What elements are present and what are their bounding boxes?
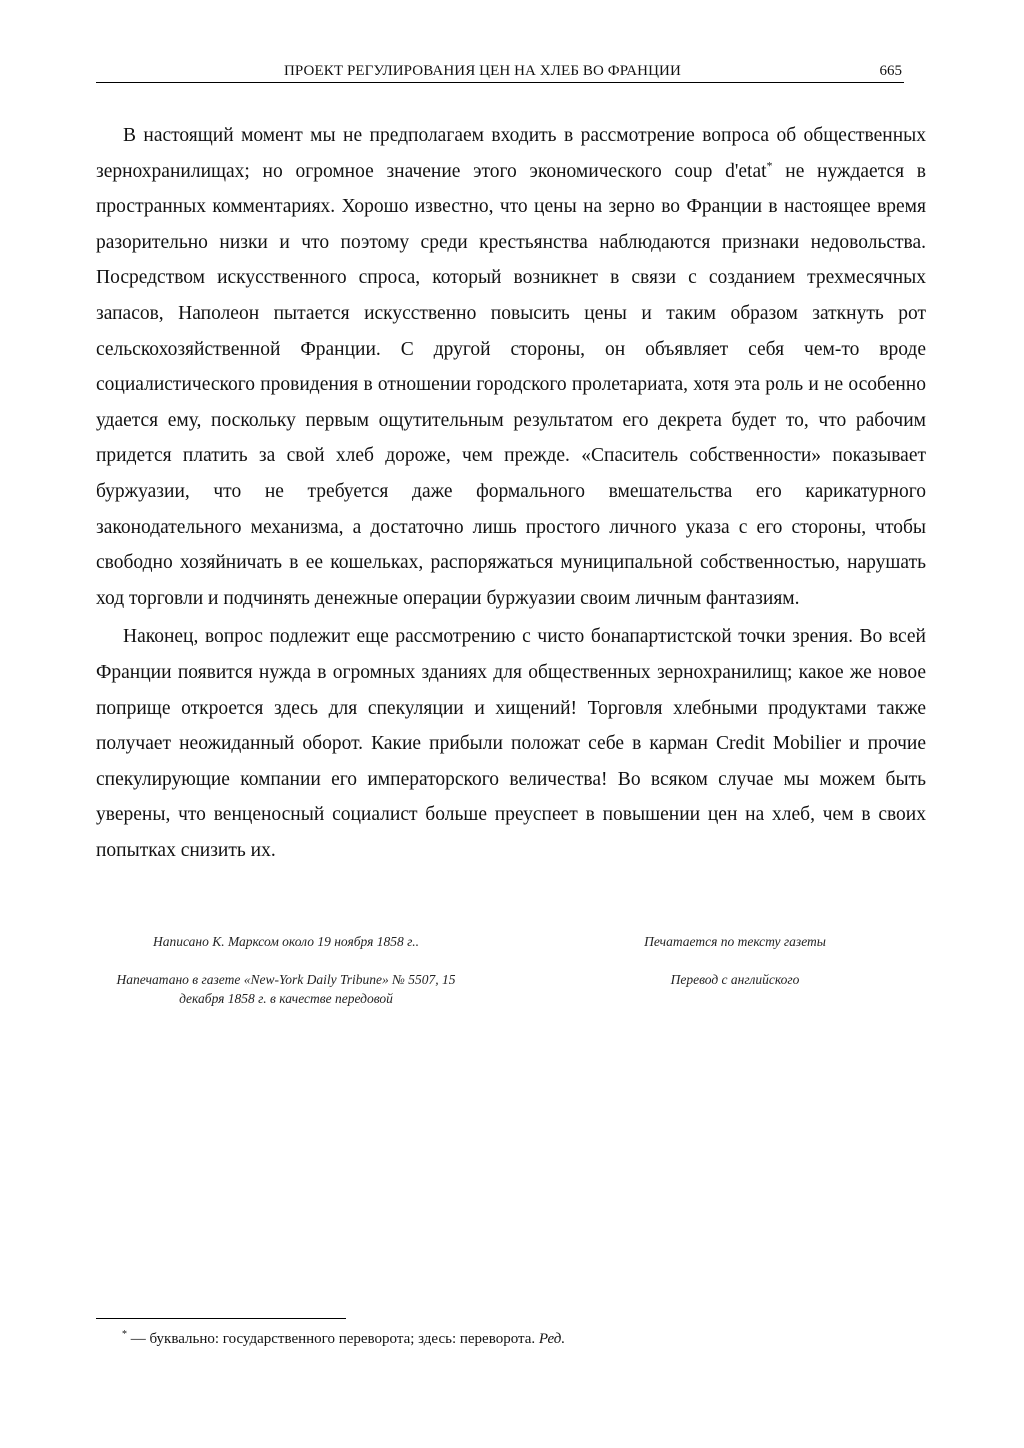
footnote-reference: * [766,158,773,173]
footnote-editor: Ред. [538,1331,566,1347]
running-head [96,60,904,83]
paragraph-2: Наконец, вопрос подлежит еще рассмотрению с чисто бонапартистской точки зрения. Во всей Франции появится нужда в огромных зданиях для общественных зернохранилищ; какое же новое поприще откроется здесь для спекуляции и хищений! Торговля хлебными продуктами также получает неожиданный оборот. Какие прибыли положат себе в карман Credit Mobilier и прочие спекулирующие компании его императорского величества! Во всяком случае мы можем быть уверены, что венценосный социалист больше преуспеет в повышении цен на хлеб, чем в своих попытках снизить их. [96,626,926,861]
footnote [122,1328,565,1350]
colophon-translation: Перевод с английского [670,972,800,987]
paragraph-1 [96,118,926,616]
running-title: ПРОЕКТ РЕГУЛИРОВАНИЯ ЦЕН НА ХЛЕБ ВО ФРАНЦИИ [284,63,681,79]
footnote-text: — буквально: государственного переворота; здесь: переворота. [127,1331,539,1347]
paragraph-1-text-b: не нуждается в пространных комментариях. Хорошо известно, что цены на зерно во Франции в настоящее время разорительно низки и что поэтому среди крестьянства наблюдаются признаки недовольства. Посредством искусственного спроса, который возникнет в связи с созданием трехмесячных запасов, Наполеон пытается искусственно повысить цены и таким образом заткнуть рот сельскохозяйственной Франции. С другой стороны, он объявляет себя чем-то вроде социалистического провидения в отношении городского пролетариата, хотя эта роль и не особенно удается ему, поскольку первым ощутительным результатом его декрета будет то, что рабочим придется платить за свой хлеб дороже, чем прежде. «Спаситель собственности» показывает буржуазии, что не требуется даже формального вмешательства его карикатурного законодательного механизма, а достаточно лишь простого личного указа с его стороны, чтобы свободно хозяйничать в ее кошельках, распоряжаться муниципальной собственностью, нарушать ход торговли и подчинять денежные операции буржуазии своим личным фантазиям. [96,160,926,609]
paragraph-1-text-a: В настоящий момент мы не предполагаем входить в рассмотрение вопроса об общественных зернохранилищах; но огромное значение этого экономического coup d'etat [96,125,926,182]
colophon-written: Написано К. Марксом около 19 ноября 1858 г.. [153,934,419,949]
page-number: 665 [879,63,902,79]
body-text [96,118,926,868]
colophon-printed: Напечатано в газете «New-York Daily Tribune» № 5507, 15 декабря 1858 г. в качестве передовой [116,972,456,1006]
footnote-rule [96,1318,346,1319]
colophon-source: Печатается по тексту газеты [644,934,826,949]
footnote-mark: * [122,1329,127,1340]
